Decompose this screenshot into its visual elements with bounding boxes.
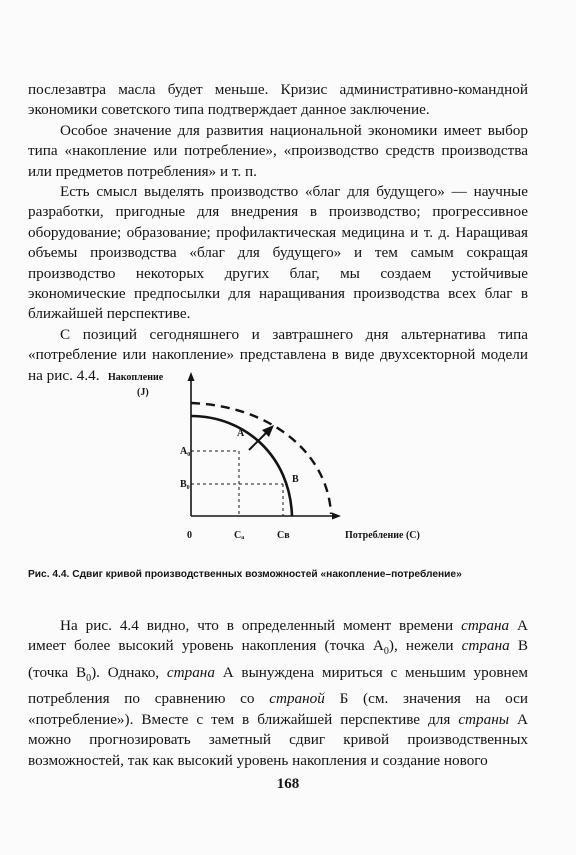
origin-label: 0 [187, 530, 192, 541]
subscript: 0 [383, 646, 389, 658]
paragraph-2: Особое значение для развития национальной экономики имеет выбор типа «накопление или потребление», «производство средств производства или предметов потребления» и т. п. [28, 121, 528, 180]
text-block-top [28, 80, 528, 386]
caption-label: Рис. 4.4. [28, 569, 70, 580]
label-cb: Cв [277, 530, 290, 541]
paragraph-5 [28, 616, 528, 771]
x-axis-label: Потребление (C) [345, 530, 420, 541]
emphasis: страны [458, 710, 510, 728]
subscript: 0 [86, 672, 92, 684]
text-run: В (точка В [28, 637, 528, 681]
y-axis-arrow [188, 372, 195, 381]
paragraph-3: Есть смысл выделять производство «благ для будущего» — научные разработки, пригодные для внедрения в производство; прогрессивное оборудование; образование; профилактическая медицина и т. д. Наращивая объемы производства «благ для будущего» и тем самым сокращая производство некоторых других благ, мы создаем устойчивые экономические предпосылки для наращивания производства всех благ в ближайшей перспективе. [28, 183, 528, 323]
ppf-diagram [0, 366, 576, 556]
label-a0: A₀ [180, 446, 191, 457]
text-block-bottom [28, 616, 528, 771]
y-axis-symbol: (J) [137, 387, 149, 398]
figure-caption [28, 568, 528, 582]
emphasis: страна [166, 663, 215, 681]
page-number: 168 [276, 776, 300, 792]
text-run: А можно прогнозировать заметный сдвиг кривой производственных возможностей, так как высокий уровень накопления и создание нового [28, 710, 528, 769]
point-a-label: A [237, 428, 245, 439]
text-run: Б (см. значения на оси «потребление»). Вместе с тем в ближайшей перспективе для [28, 690, 528, 728]
text-run: А имеет более высокий уровень накопления (точка А [28, 617, 529, 655]
emphasis: страной [269, 690, 325, 708]
emphasis: страна [461, 617, 510, 634]
figure-4-4 [0, 366, 576, 556]
point-b-label: B [292, 474, 299, 485]
x-axis-arrow [332, 513, 341, 520]
label-b0: B₀ [180, 479, 190, 490]
paragraph-1: послезавтра масла будет меньше. Кризис административно-командной экономики советского типа подтверждает данное заключение. [28, 81, 528, 119]
text-run: А вынуждена мириться с меньшим уровнем потребления по сравнению со [28, 663, 528, 708]
ppf-curve-shifted [191, 403, 331, 514]
text-run: На рис. 4.4 видно, что в определенный момент времени [60, 617, 462, 634]
label-ca: Cₐ [234, 530, 245, 541]
emphasis: страна [461, 637, 510, 655]
text-run: ). Однако, [91, 663, 167, 681]
y-axis-label: Накопление [108, 372, 164, 383]
paragraph-4: С позиций сегодняшнего и завтрашнего дня альтернатива типа «потребление или накопление» представлена в виде двухсекторной модели на рис. 4.4. [28, 325, 528, 384]
text-run: ), нежели [388, 637, 462, 655]
caption-text: Сдвиг кривой производственных возможностей «накопление–потребление» [72, 569, 462, 580]
